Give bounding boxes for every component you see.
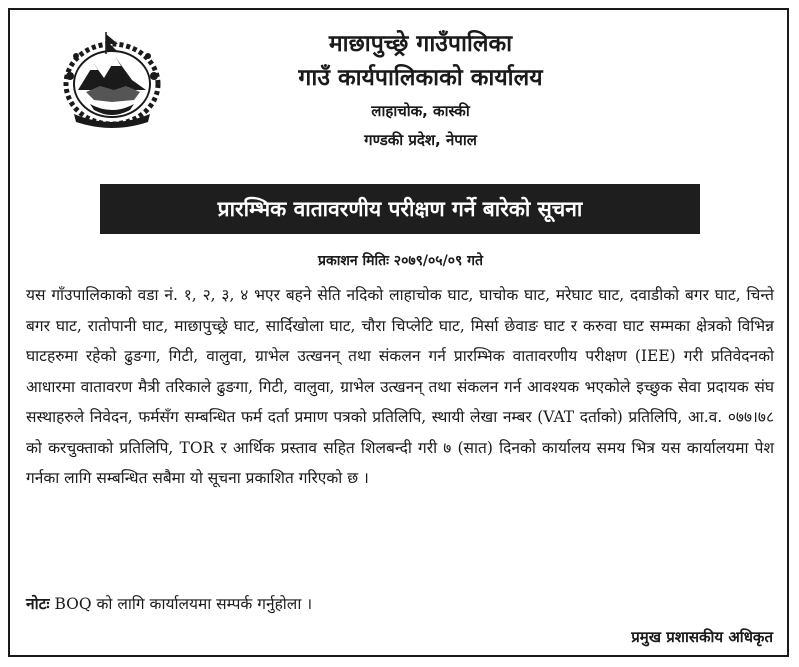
publication-date: प्रकाशन मितिः २०७९/०५/०९ गते — [317, 253, 484, 269]
notice-title: प्रारम्भिक वातावरणीय परीक्षण गर्ने बारेको सूचना — [100, 184, 700, 234]
letterhead — [10, 28, 791, 154]
office-name: गाउँ कार्यपालिकाको कार्यालय — [298, 65, 543, 91]
signatory: प्रमुख प्रशासकीय अधिकृत — [631, 628, 773, 646]
notice-body: यस गाँउपालिकाको वडा नं. १, २, ३, ४ भएर बहने सेति नदिको लाहाचोक घाट, घाचोक घाट, मरेघाट घाट, दवाडीको बगर घाट, चिन्ते बगर घाट, रातोपानी घाट, माछापुच्छ्रे घाट, सार्दिखोला घाट, चौरा चिप्लेटि घाट, मिर्सा छेवाङ घाट र करुवा घाट सम्मका क्षेत्रको विभिन्न घाटहरुमा रहेको ढुङगा, गिटी, वालुवा, ग्राभेल उत्खनन् तथा संकलन गर्न प्रारम्भिक वातावरणीय परीक्षण (IEE) गरी प्रतिवेदनको आधारमा वातावरण मैत्री तरिकाले ढुङगा, गिटी, वालुवा, ग्राभेल उत्खनन् तथा संकलन गर्न आवश्यक भएकोले इच्छुक सेवा प्रदायक संघ सस्थाहरुले निवेदन, फर्मसँग सम्बन्धित फर्म दर्ता प्रमाण पत्रको प्रतिलिपि, स्थायी लेखा नम्बर (VAT दर्ताको) प्रतिलिपि, आ.व. ०७७।७८ को करचुक्ताको प्रतिलिपि, TOR र आर्थिक प्रस्ताव सहित शिलबन्दी गरी ७ (सात) दिनको कार्यालय समय भित्र यस कार्यालयमा पेश गर्नका लागि सम्बन्धित सबैमा यो सूचना प्रकाशित गरिएको छ । — [26, 286, 774, 487]
notice-frame — [8, 8, 789, 657]
notice-note — [26, 590, 774, 618]
note-label: नोटः — [26, 595, 50, 613]
address-line-2: गण्डकी प्रदेश, नेपाल — [364, 131, 477, 149]
address-line-1: लाहाचोक, कास्की — [371, 102, 470, 120]
municipality-name: माछापुच्छ्रे गाउँपालिका — [328, 31, 513, 57]
note-text: BOQ को लागि कार्यालयमा सम्पर्क गर्नुहोला । — [49, 595, 313, 613]
